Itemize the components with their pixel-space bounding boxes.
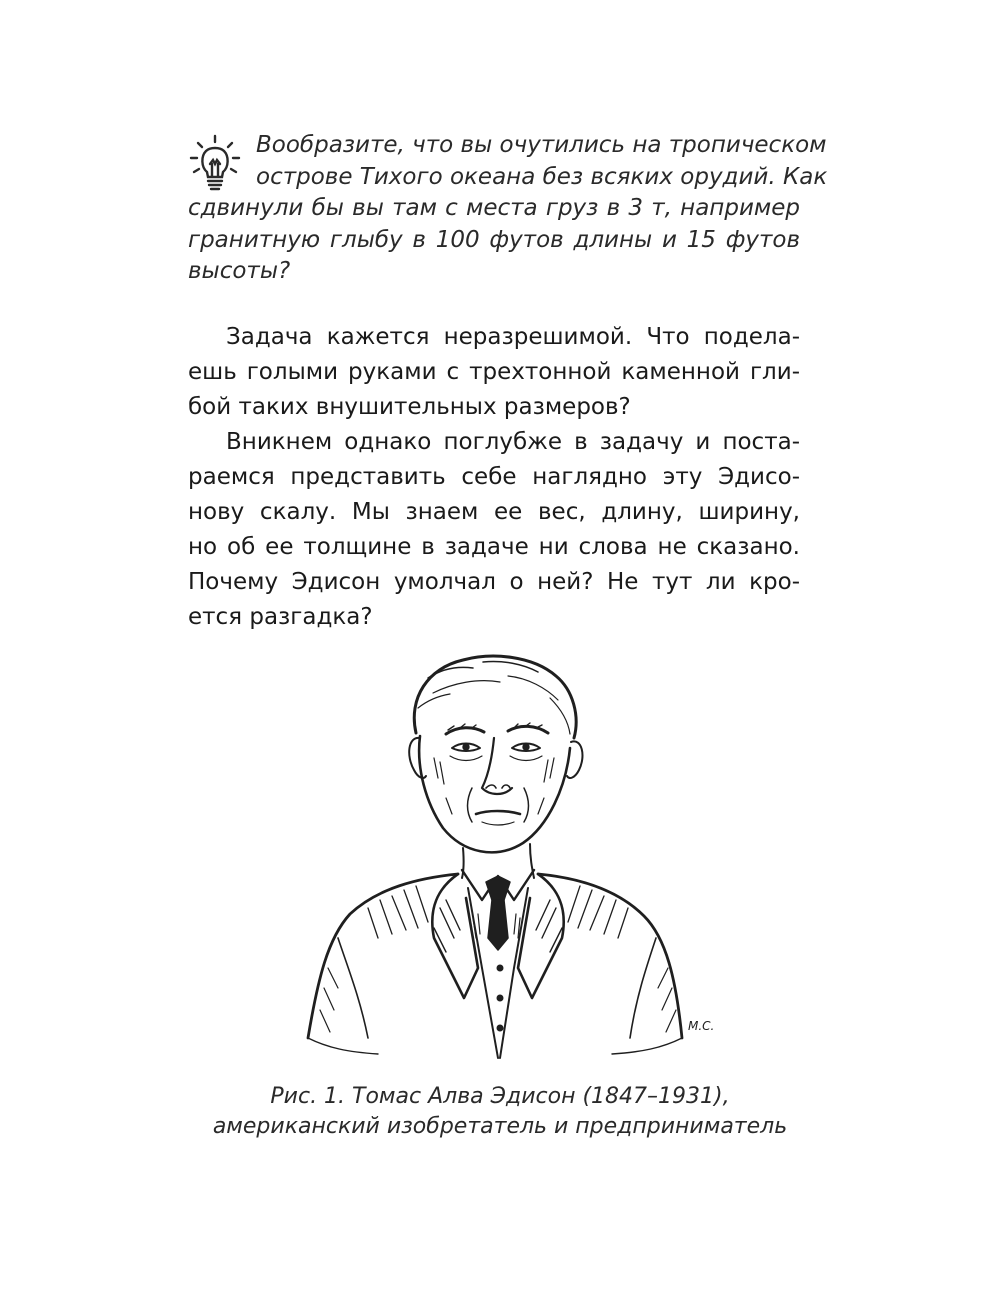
portrait-illustration — [268, 638, 728, 1078]
problem-line: гранитную глыбу в 100 футов длины и 15 футов — [188, 226, 800, 253]
paragraph-line: нову скалу. Мы знаем ее вес, длину, ширину, — [188, 499, 800, 525]
paragraph-line: Почему Эдисон умолчал о ней? Не тут ли кро- — [188, 569, 800, 595]
artist-signature: M.C. — [688, 1019, 715, 1033]
paragraph-line: бой таких внушительных размеров? — [188, 394, 631, 420]
paragraph-line: но об ее толщине в задаче ни слова не сказано. — [188, 534, 800, 560]
paragraph-line: Задача кажется неразрешимой. Что подела- — [226, 324, 800, 350]
problem-line: сдвинули бы вы там с места груз в 3 т, например — [188, 195, 800, 221]
caption-line: американский изобретатель и предприниматель — [212, 1114, 788, 1139]
problem-line: высоты? — [188, 258, 291, 284]
paragraph-line: раемся представить себе наглядно эту Эдисо- — [188, 464, 800, 490]
problem-text — [188, 130, 828, 288]
caption-line: Рис. 1. Томас Алва Эдисон (1847–1931), — [270, 1084, 730, 1109]
problem-line: Вообразите, что вы очутились на тропическом — [256, 132, 827, 158]
paragraph-line: Вникнем однако поглубже в задачу и поста- — [226, 429, 800, 455]
problem-block — [188, 130, 828, 288]
problem-line: острове Тихого океана без всяких орудий. Как — [256, 163, 828, 190]
paragraph-line: ешь голыми руками с трехтонной каменной гли- — [188, 359, 800, 385]
paragraph-line: ется разгадка? — [188, 604, 373, 630]
body-text — [188, 320, 800, 635]
figure-caption — [150, 1082, 850, 1142]
lightbulb-icon — [188, 134, 242, 194]
